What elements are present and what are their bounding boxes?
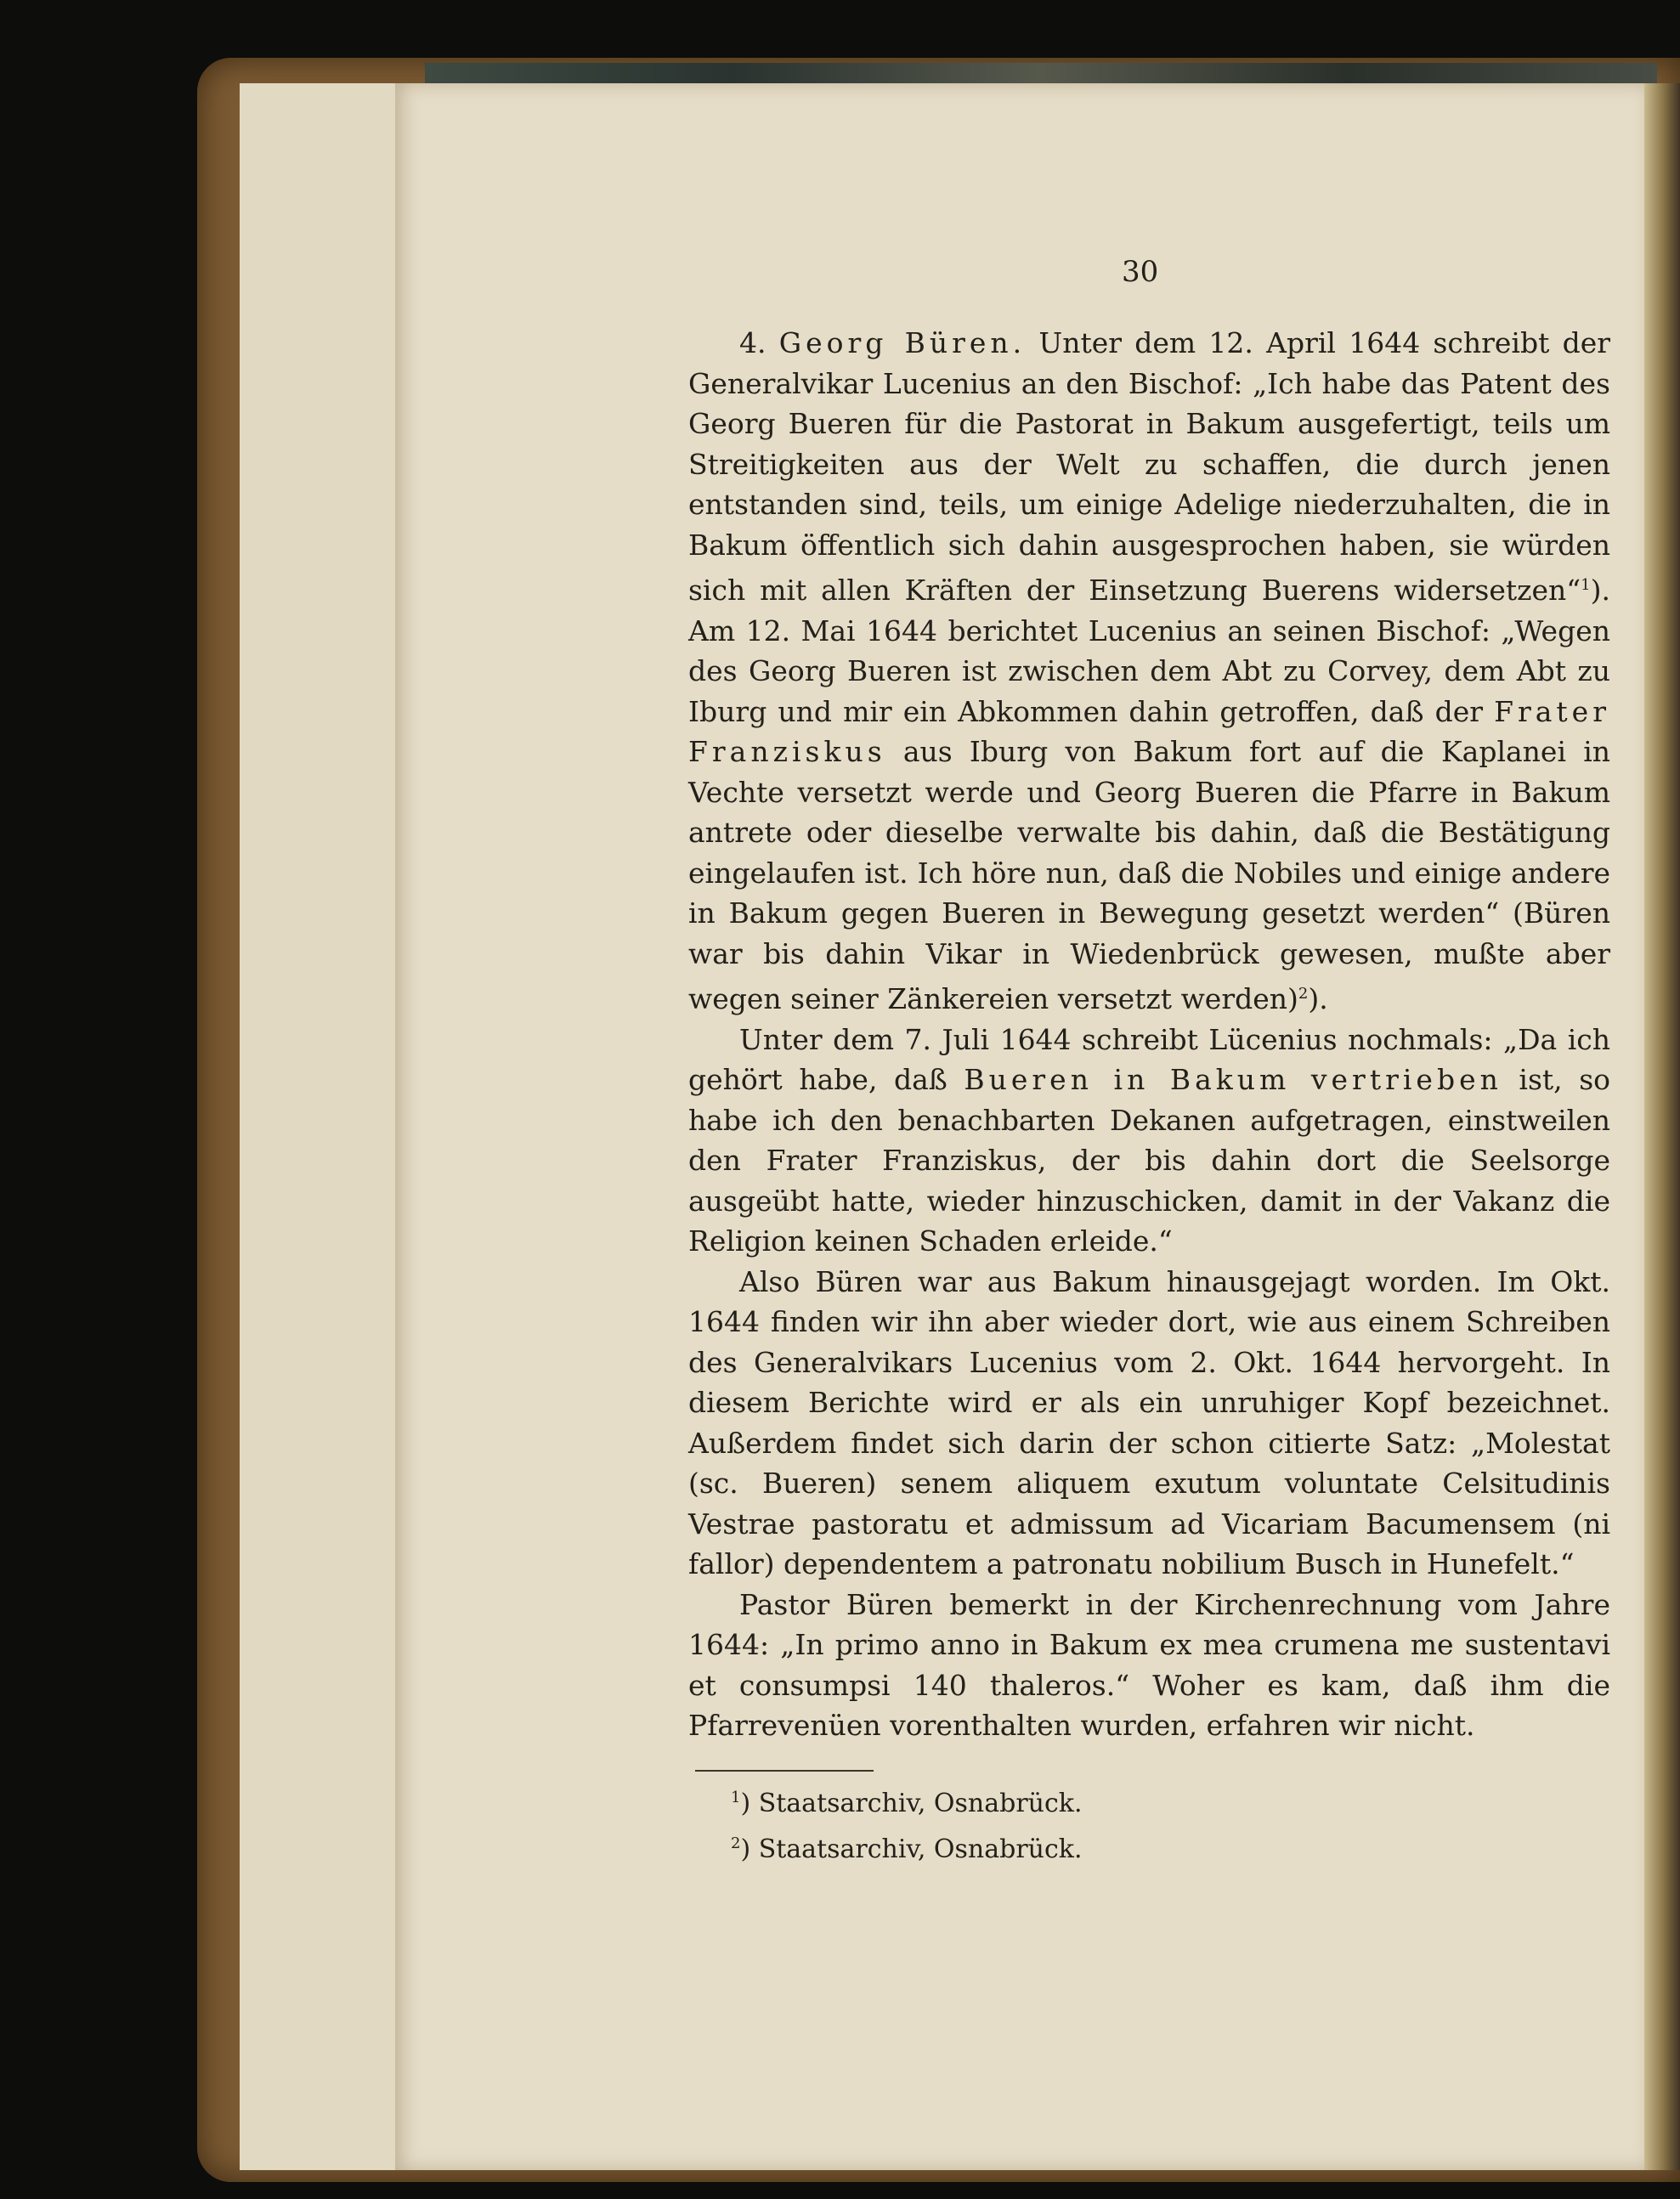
footnote-ref: 2 <box>1298 985 1309 1003</box>
footnotes <box>731 1778 1083 1869</box>
footnote: $^2$) Staatsarchiv, Osnabrück. <box>731 1834 1083 1864</box>
footnote: $^1$) Staatsarchiv, Osnabrück. <box>731 1789 1083 1818</box>
body-text <box>688 323 1610 1746</box>
section-name: Georg Büren. <box>778 326 1027 359</box>
page-number: 30 <box>1122 255 1159 289</box>
book-spine <box>1644 83 1680 2170</box>
paragraph-4: Pastor Büren bemerkt in der Kirchenrechnung vom Jahre 1644: „In primo anno in Bakum ex mea crumena me sustentavi et consumpsi 140 thaleros.“ Woher es kam, daß ihm die Pfarrevenüen vorenthalten wurden, erfahren wir nicht. <box>688 1587 1610 1742</box>
paragraph-3: Also Büren war aus Bakum hinausgejagt worden. Im Okt. 1644 finden wir ihn aber wieder dort, wie aus einem Schreiben des Generalvikars Lucenius vom 2. Okt. 1644 hervorgeht. In diesem Berichte wird er als ein unruhiger Kopf bezeichnet. Außerdem findet sich darin der schon citierte Satz: „Molestat (sc. Bueren) senem aliquem exutum voluntate Celsitudinis Vestrae pastoratu et admissum ad Vicariam Bacumensem (ni fallor) dependentem a patronatu nobilium Busch in Hunefelt.“ <box>688 1264 1610 1580</box>
paragraph-2: Unter dem 7. Juli 1644 schreibt Lücenius nochmals: „Da ich gehört habe, daß Bueren in Bakum vertrieben ist, so habe ich den benachbarten Dekanen aufgetragen, einstweilen den Frater Franziskus, der bis dahin dort die Seelsorge ausgeübt hatte, wieder hinzuschicken, damit in der Vakanz die Religion keinen Schaden erleide.“ <box>688 1022 1610 1258</box>
footnote-rule <box>695 1770 874 1772</box>
paragraph-1: 4. Georg Büren. Unter dem 12. April 1644 schreibt der Generalvikar Lucenius an den Bischof: „Ich habe das Patent des Georg Bueren für die Pastorat in Bakum ausgefertigt, teils um Streitigkeiten aus der Welt zu schaffen, die durch jenen entstanden sind, teils, um einige Adelige niederzuhalten, die in Bakum öffentlich sich dahin ausgesprochen haben, sie würden sich mit allen Kräften der Einsetzung Buerens widersetzen“$^1$). Am 12. Mai 1644 berichtet Lucenius an seinen Bischof: „Wegen des Georg Bueren ist zwischen dem Abt zu Corvey, dem Abt zu Iburg und mir ein Abkommen dahin getroffen, daß der Frater Franziskus aus Iburg von Bakum fort auf die Kaplanei in Vechte versetzt werde und Georg Bueren die Pfarre in Bakum antrete oder dieselbe verwalte bis dahin, daß die Bestätigung eingelaufen ist. Ich höre nun, daß die Nobiles und einige andere in Bakum gegen Bueren in Bewegung gesetzt werden“ (Büren war bis dahin Vikar in Wiedenbrück gewesen, mußte aber wegen seiner Zänkereien versetzt werden)$^2$). <box>688 326 1610 1015</box>
footnote-ref: 1 <box>1581 576 1591 594</box>
